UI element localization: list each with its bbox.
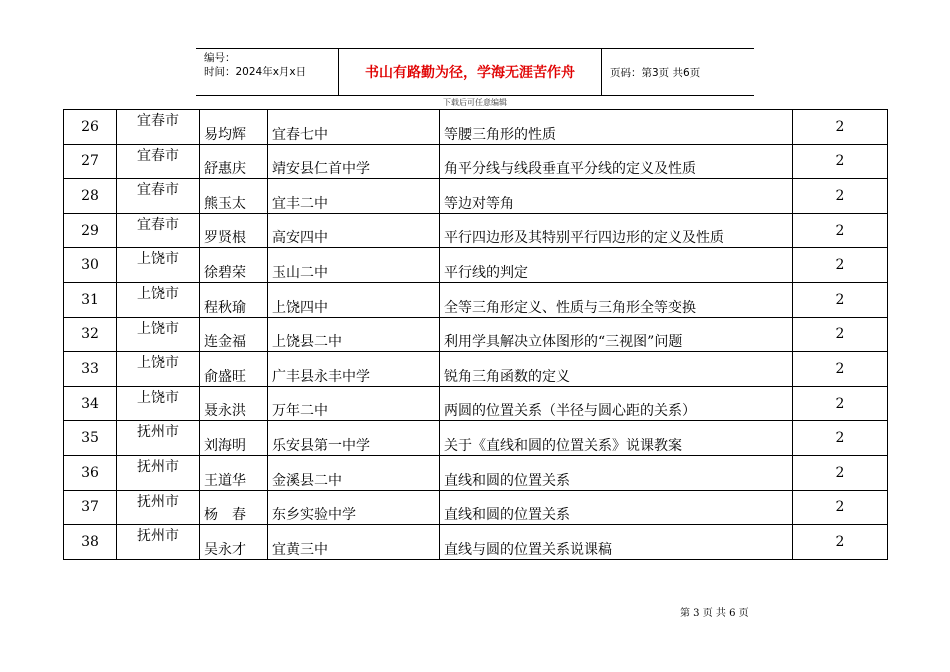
row-name: 罗贤根 [200,213,268,248]
row-topic: 直线和圆的位置关系 [440,490,793,525]
time-label: 时间：2024年x月x日 [204,66,307,78]
row-score: 2 [793,421,888,456]
row-number: 30 [64,248,117,283]
row-number: 26 [64,110,117,145]
row-score: 2 [793,213,888,248]
number-label: 编号： [204,52,236,64]
table-row [64,179,888,214]
table-row [64,490,888,525]
table-row [64,317,888,352]
row-topic: 关于《直线和圆的位置关系》说课教案 [440,421,793,456]
row-number: 32 [64,317,117,352]
row-school: 宜春七中 [268,110,440,145]
row-city: 上饶市 [117,282,200,317]
row-topic: 利用学具解决立体图形的“三视图”问题 [440,317,793,352]
row-city: 抚州市 [117,421,200,456]
row-city: 宜春市 [117,144,200,179]
page-footer: 第 3 页 共 6 页 [680,608,749,619]
row-school: 东乡实验中学 [268,490,440,525]
row-school: 宜丰二中 [268,179,440,214]
row-topic: 直线和圆的位置关系 [440,455,793,490]
row-number: 34 [64,386,117,421]
row-score: 2 [793,352,888,387]
row-number: 31 [64,282,117,317]
row-score: 2 [793,110,888,145]
row-number: 37 [64,490,117,525]
row-score: 2 [793,525,888,560]
table-row [64,282,888,317]
row-name: 程秋瑜 [200,282,268,317]
row-number: 36 [64,455,117,490]
row-name: 熊玉太 [200,179,268,214]
row-city: 抚州市 [117,490,200,525]
row-name: 易均辉 [200,110,268,145]
row-score: 2 [793,144,888,179]
row-score: 2 [793,490,888,525]
header-page-label: 页码：第3页 共6页 [610,66,701,79]
row-city: 宜春市 [117,213,200,248]
row-name: 刘海明 [200,421,268,456]
row-school: 靖安县仁首中学 [268,144,440,179]
header-meta [196,49,338,95]
row-number: 35 [64,421,117,456]
row-topic: 等边对等角 [440,179,793,214]
row-school: 高安四中 [268,213,440,248]
row-topic: 平行四边形及其特别平行四边形的定义及性质 [440,213,793,248]
row-name: 吴永才 [200,525,268,560]
row-city: 抚州市 [117,525,200,560]
row-school: 上饶县二中 [268,317,440,352]
row-name: 杨 春 [200,490,268,525]
row-name: 舒惠庆 [200,144,268,179]
row-name: 聂永洪 [200,386,268,421]
row-city: 上饶市 [117,248,200,283]
row-city: 宜春市 [117,179,200,214]
row-number: 33 [64,352,117,387]
row-topic: 锐角三角函数的定义 [440,352,793,387]
table-body [64,110,888,560]
table-row [64,213,888,248]
row-topic: 两圆的位置关系（半径与圆心距的关系） [440,386,793,421]
row-school: 万年二中 [268,386,440,421]
table-row [64,248,888,283]
row-name: 徐碧荣 [200,248,268,283]
row-city: 上饶市 [117,386,200,421]
row-number: 28 [64,179,117,214]
table-row [64,144,888,179]
table-row [64,525,888,560]
row-school: 上饶四中 [268,282,440,317]
row-name: 俞盛旺 [200,352,268,387]
table-row [64,386,888,421]
row-score: 2 [793,248,888,283]
row-school: 乐安县第一中学 [268,421,440,456]
table-row [64,110,888,145]
row-score: 2 [793,282,888,317]
row-school: 宜黄三中 [268,525,440,560]
row-topic: 平行线的判定 [440,248,793,283]
row-number: 27 [64,144,117,179]
table-row [64,455,888,490]
row-score: 2 [793,317,888,352]
row-city: 上饶市 [117,352,200,387]
row-school: 金溪县二中 [268,455,440,490]
row-topic: 直线与圆的位置关系说课稿 [440,525,793,560]
row-topic: 全等三角形定义、性质与三角形全等变换 [440,282,793,317]
row-city: 抚州市 [117,455,200,490]
header-motto: 书山有路勤为径，学海无涯苦作舟 [338,49,602,95]
row-score: 2 [793,179,888,214]
row-topic: 等腰三角形的性质 [440,110,793,145]
row-number: 38 [64,525,117,560]
row-topic: 角平分线与线段垂直平分线的定义及性质 [440,144,793,179]
row-score: 2 [793,386,888,421]
teacher-table [63,109,888,560]
row-score: 2 [793,455,888,490]
edit-note: 下载后可任意编辑 [443,98,507,107]
row-number: 29 [64,213,117,248]
row-school: 广丰县永丰中学 [268,352,440,387]
row-school: 玉山二中 [268,248,440,283]
page-header [196,48,754,96]
row-city: 宜春市 [117,110,200,145]
table-row [64,352,888,387]
row-city: 上饶市 [117,317,200,352]
row-name: 王道华 [200,455,268,490]
table-row [64,421,888,456]
row-name: 连金福 [200,317,268,352]
